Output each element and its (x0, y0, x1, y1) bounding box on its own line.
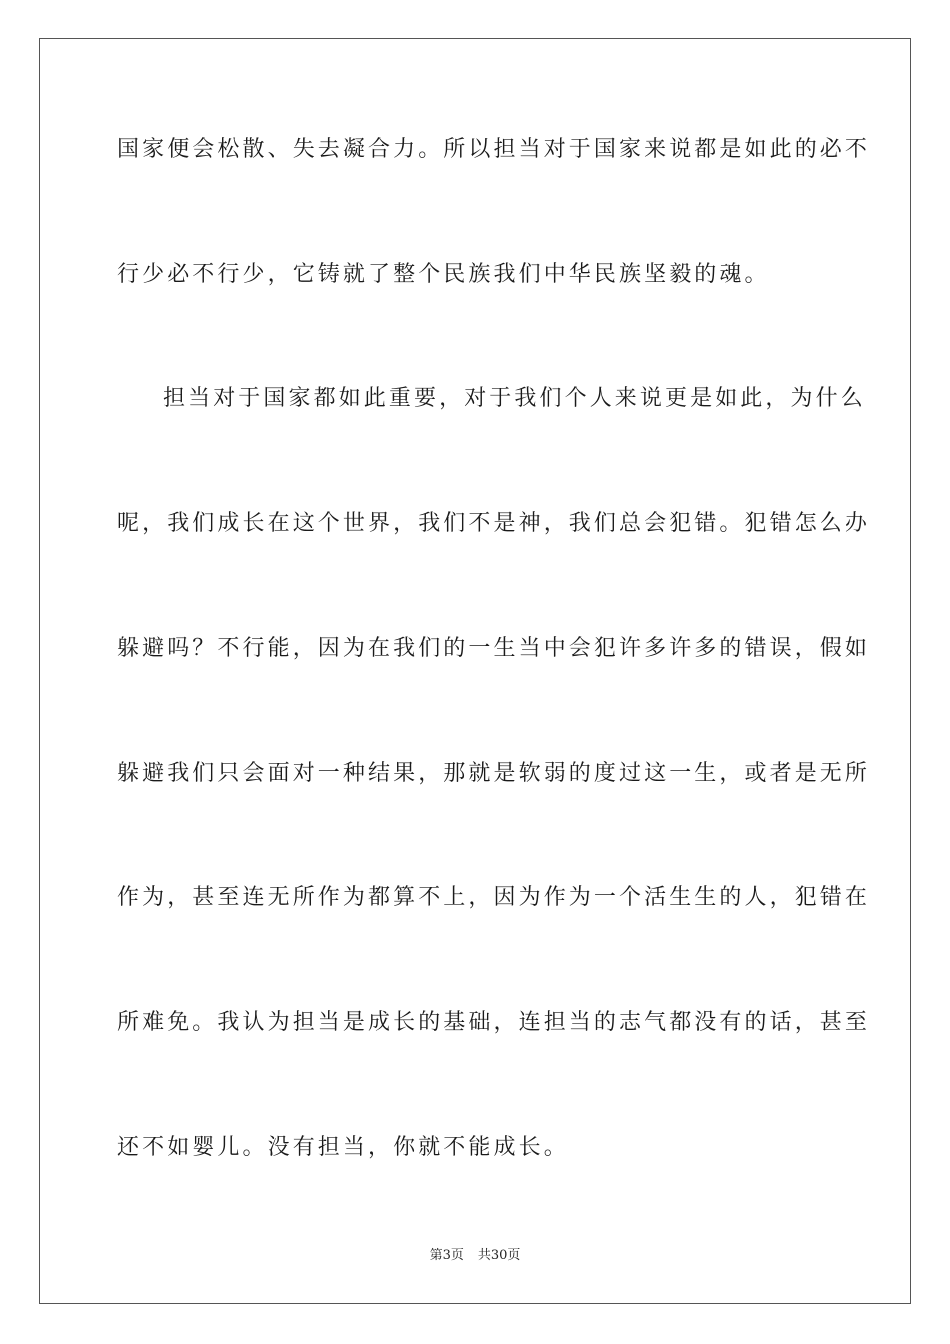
text-line: 呢，我们成长在这个世界，我们不是神，我们总会犯错。犯错怎么办 (117, 511, 871, 536)
text-line: 作为，甚至连无所作为都算不上，因为作为一个活生生的人，犯错在 (117, 885, 871, 910)
page-number: 第3页 (429, 1248, 464, 1263)
page-border (39, 38, 911, 1304)
text-line: 所难免。我认为担当是成长的基础，连担当的志气都没有的话，甚至 (117, 1010, 871, 1035)
page-total: 共30页 (477, 1248, 521, 1263)
text-line: 还不如婴儿。没有担当，你就不能成长。 (117, 1135, 569, 1160)
page-footer (0, 1247, 950, 1265)
text-line: 躲避我们只会面对一种结果，那就是软弱的度过这一生，或者是无所 (117, 761, 871, 786)
text-line: 国家便会松散、失去凝合力。所以担当对于国家来说都是如此的必不 (117, 137, 871, 162)
paragraph-first-line: 担当对于国家都如此重要，对于我们个人来说更是如此，为什么 (163, 386, 866, 411)
text-line: 行少必不行少，它铸就了整个民族我们中华民族坚毅的魂。 (117, 262, 770, 287)
text-line: 躲避吗？不行能，因为在我们的一生当中会犯许多许多的错误，假如 (117, 636, 871, 661)
